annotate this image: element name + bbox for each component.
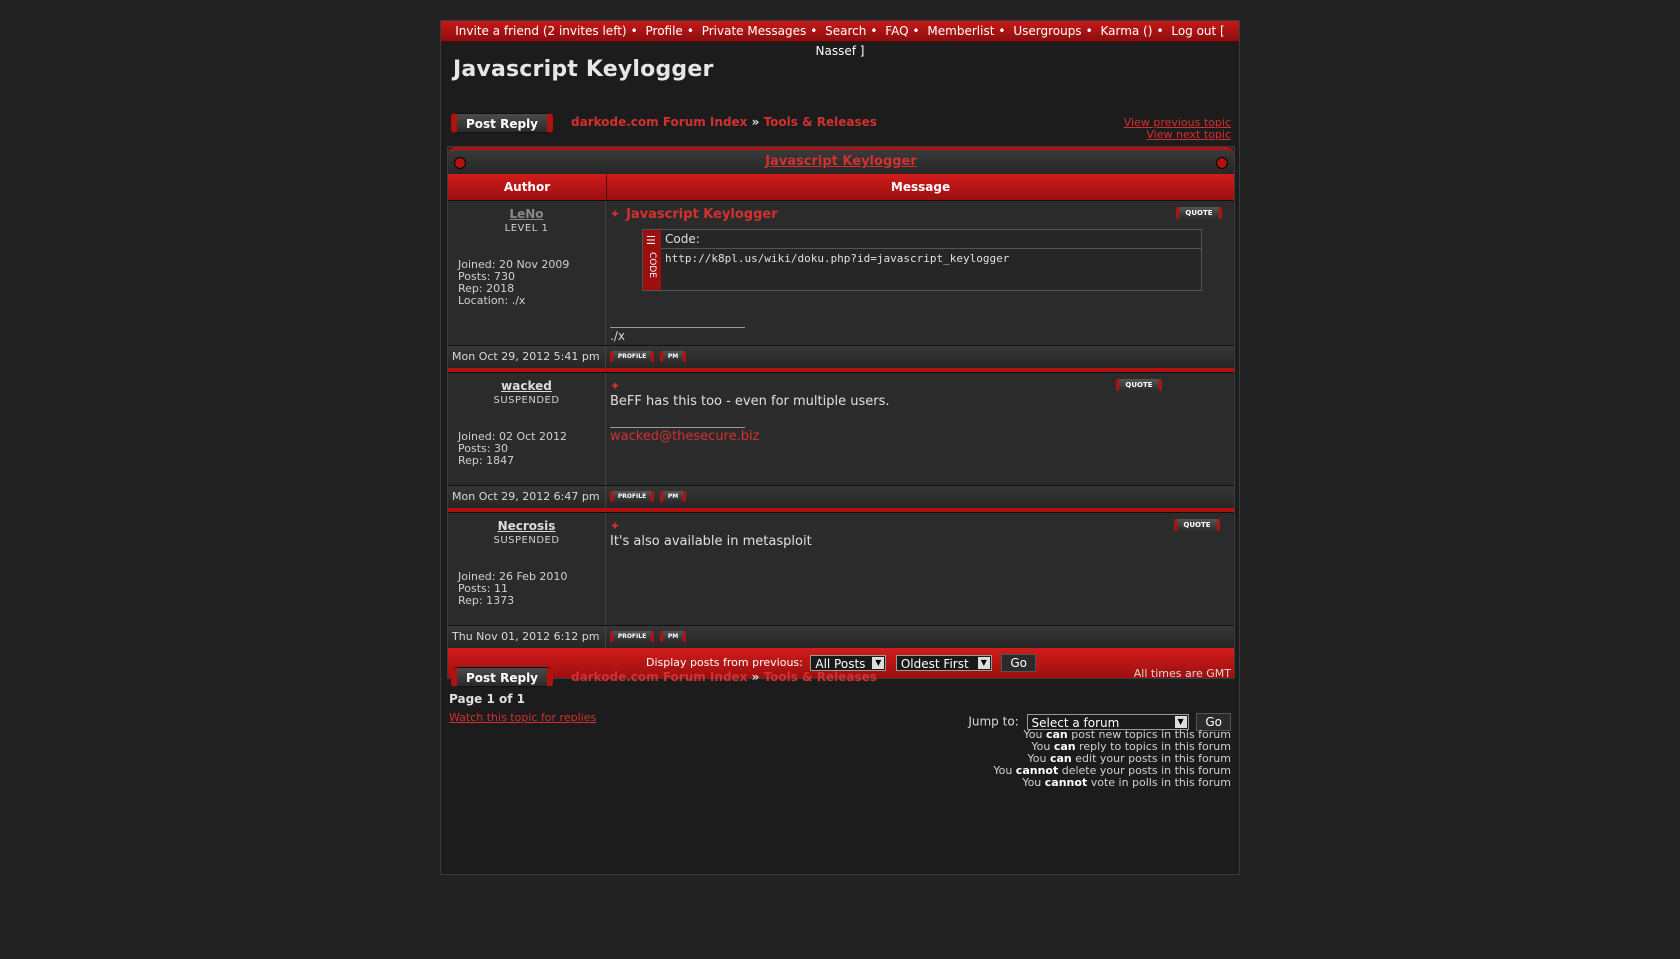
- post-author-panel: [448, 373, 606, 485]
- breadcrumb-arrow: »: [751, 670, 760, 684]
- post-author-stats: [458, 259, 569, 307]
- corner-dot-icon: [1216, 157, 1228, 169]
- author-posts: Posts: 11: [458, 582, 508, 595]
- post-author-name[interactable]: wacked: [501, 379, 552, 393]
- top-nav-bar: [441, 21, 1239, 58]
- post-author-name[interactable]: Necrosis: [497, 519, 556, 533]
- post-icon: ✦: [610, 519, 621, 533]
- breadcrumb-forum-index[interactable]: darkode.com Forum Index: [571, 115, 748, 129]
- quote-button[interactable]: QUOTE: [1176, 207, 1222, 219]
- chevron-down-icon: ▼: [1175, 716, 1187, 728]
- posts-range-select[interactable]: [810, 655, 886, 671]
- post-footer: [448, 625, 1234, 648]
- author-rep: Rep: 2018: [458, 282, 515, 295]
- post-row: [448, 512, 1234, 625]
- chevron-down-icon: ▼: [978, 657, 990, 669]
- post-author-panel: [448, 513, 606, 625]
- jump-go-button[interactable]: Go: [1196, 713, 1231, 731]
- display-label: Display posts from previous:: [646, 656, 803, 669]
- nav-sep: •: [630, 24, 638, 38]
- nav-profile[interactable]: Profile: [645, 24, 683, 38]
- post-author-rank: SUSPENDED: [493, 395, 560, 406]
- forum-permissions: [993, 729, 1231, 789]
- pm-button[interactable]: PM: [660, 631, 686, 642]
- profile-button[interactable]: PROFILE: [610, 351, 654, 362]
- column-author: Author: [448, 174, 607, 200]
- quote-button[interactable]: QUOTE: [1116, 379, 1162, 391]
- breadcrumb-tools-releases[interactable]: Tools & Releases: [763, 670, 877, 684]
- post-body: BeFF has this too - even for multiple users.: [610, 394, 890, 409]
- sort-order-value: Oldest First: [900, 657, 969, 671]
- post-message-panel: [606, 373, 1234, 485]
- table-title-bar: [448, 147, 1234, 174]
- breadcrumb-arrow: »: [751, 115, 760, 129]
- post-date: Mon Oct 29, 2012 5:41 pm: [448, 346, 606, 368]
- signature-divider: [610, 427, 745, 428]
- corner-dot-icon: [454, 157, 466, 169]
- signature-email-link[interactable]: wacked@thesecure.biz: [610, 429, 760, 444]
- breadcrumb: [571, 115, 877, 129]
- nav-sep: •: [1085, 24, 1093, 38]
- nav-sep: •: [1156, 24, 1164, 38]
- pm-button[interactable]: PM: [660, 351, 686, 362]
- nav-faq[interactable]: FAQ: [885, 24, 909, 38]
- view-previous-topic-link[interactable]: View previous topic: [1123, 116, 1231, 129]
- page-indicator: Page 1 of 1: [449, 692, 525, 706]
- nav-usergroups[interactable]: Usergroups: [1013, 24, 1082, 38]
- timezone-note: All times are GMT: [1133, 667, 1231, 680]
- permission-line: You cannot vote in polls in this forum: [1022, 776, 1231, 789]
- breadcrumb-forum-index[interactable]: darkode.com Forum Index: [571, 670, 748, 684]
- post-footer: [448, 485, 1234, 508]
- code-tab: [643, 230, 661, 290]
- quote-button[interactable]: QUOTE: [1174, 519, 1220, 531]
- table-topic-title-link[interactable]: Javascript Keylogger: [765, 154, 917, 169]
- signature-divider: [610, 327, 745, 328]
- permission-line: You can edit your posts in this forum: [1027, 752, 1231, 765]
- profile-button[interactable]: PROFILE: [610, 491, 654, 502]
- author-posts: Posts: 730: [458, 270, 515, 283]
- post-author-stats: [458, 431, 567, 467]
- nav-karma[interactable]: Karma (): [1100, 24, 1153, 38]
- permission-line: You cannot delete your posts in this forum: [993, 764, 1231, 777]
- topic-page-title: Javascript Keylogger: [453, 57, 714, 82]
- author-posts: Posts: 30: [458, 442, 508, 455]
- forum-container: [440, 20, 1240, 875]
- watch-topic-link[interactable]: Watch this topic for replies: [449, 711, 597, 724]
- post-reply-button-bottom[interactable]: Post Reply: [451, 667, 553, 687]
- post-subject: [610, 519, 1230, 534]
- nav-memberlist[interactable]: Memberlist: [927, 24, 995, 38]
- author-joined: Joined: 26 Feb 2010: [458, 570, 568, 583]
- post-author-rank: SUSPENDED: [493, 535, 560, 546]
- nav-sep: •: [998, 24, 1006, 38]
- permission-line: You can post new topics in this forum: [1023, 728, 1231, 741]
- author-joined: Joined: 02 Oct 2012: [458, 430, 567, 443]
- display-go-button[interactable]: Go: [1001, 654, 1036, 672]
- sort-order-select[interactable]: [896, 655, 992, 671]
- post-date: Mon Oct 29, 2012 6:47 pm: [448, 486, 606, 508]
- code-tab-label: CODE: [647, 252, 657, 278]
- post-subject: [610, 207, 1230, 222]
- author-location: Location: ./x: [458, 294, 526, 307]
- chevron-down-icon: ▼: [872, 657, 884, 669]
- breadcrumb-bottom: [571, 670, 877, 684]
- table-column-headers: [448, 174, 1234, 200]
- code-block: [642, 229, 1202, 291]
- post-row: [448, 200, 1234, 345]
- permission-line: You can reply to topics in this forum: [1031, 740, 1231, 753]
- column-message: Message: [890, 180, 951, 194]
- breadcrumb-tools-releases[interactable]: Tools & Releases: [763, 115, 877, 129]
- post-message-panel: [606, 201, 1234, 345]
- nav-search[interactable]: Search: [825, 24, 867, 38]
- nav-sep: •: [870, 24, 878, 38]
- post-footer-actions: [606, 486, 1234, 508]
- code-body: [661, 230, 1201, 290]
- nav-invite[interactable]: Invite a friend (2 invites left): [455, 24, 627, 38]
- post-author-panel: [448, 201, 606, 345]
- view-next-topic-link[interactable]: View next topic: [1146, 128, 1231, 141]
- author-joined: Joined: 20 Nov 2009: [458, 258, 570, 271]
- pm-button[interactable]: PM: [660, 491, 686, 502]
- posts-table: [447, 146, 1235, 679]
- code-content[interactable]: http://k8pl.us/wiki/doku.php?id=javascript_keylogger: [665, 252, 1010, 265]
- topic-nav-links: [1124, 117, 1231, 141]
- jump-forum-value: Select a forum: [1031, 716, 1120, 730]
- post-author-name[interactable]: LeNo: [509, 207, 544, 221]
- list-icon: ☰: [646, 234, 656, 247]
- nav-private-messages[interactable]: Private Messages: [701, 24, 807, 38]
- post-footer: [448, 345, 1234, 368]
- jump-to-label: Jump to:: [968, 714, 1019, 729]
- nav-sep: •: [810, 24, 818, 38]
- nav-sep: •: [686, 24, 694, 38]
- nav-sep: •: [912, 24, 920, 38]
- code-label: Code:: [661, 230, 1201, 249]
- post-subject-text: Javascript Keylogger: [626, 207, 778, 222]
- post-date: Thu Nov 01, 2012 6:12 pm: [448, 626, 606, 648]
- posts-range-value: All Posts: [815, 657, 866, 671]
- post-author-rank: LEVEL 1: [504, 223, 549, 234]
- post-message-panel: [606, 513, 1234, 625]
- post-body: It's also available in metasploit: [610, 534, 812, 549]
- signature-text: ./x: [610, 329, 625, 343]
- post-footer-actions: [606, 626, 1234, 648]
- profile-button[interactable]: PROFILE: [610, 631, 654, 642]
- author-rep: Rep: 1847: [458, 454, 515, 467]
- post-footer-actions: [606, 346, 1234, 368]
- nav-logout[interactable]: Log out [ Nassef ]: [815, 24, 1225, 58]
- post-icon: ✦: [610, 379, 621, 393]
- post-row: [448, 372, 1234, 485]
- author-rep: Rep: 1373: [458, 594, 515, 607]
- post-reply-button[interactable]: Post Reply: [451, 113, 553, 133]
- post-author-stats: [458, 571, 567, 607]
- post-icon: ✦: [610, 207, 621, 221]
